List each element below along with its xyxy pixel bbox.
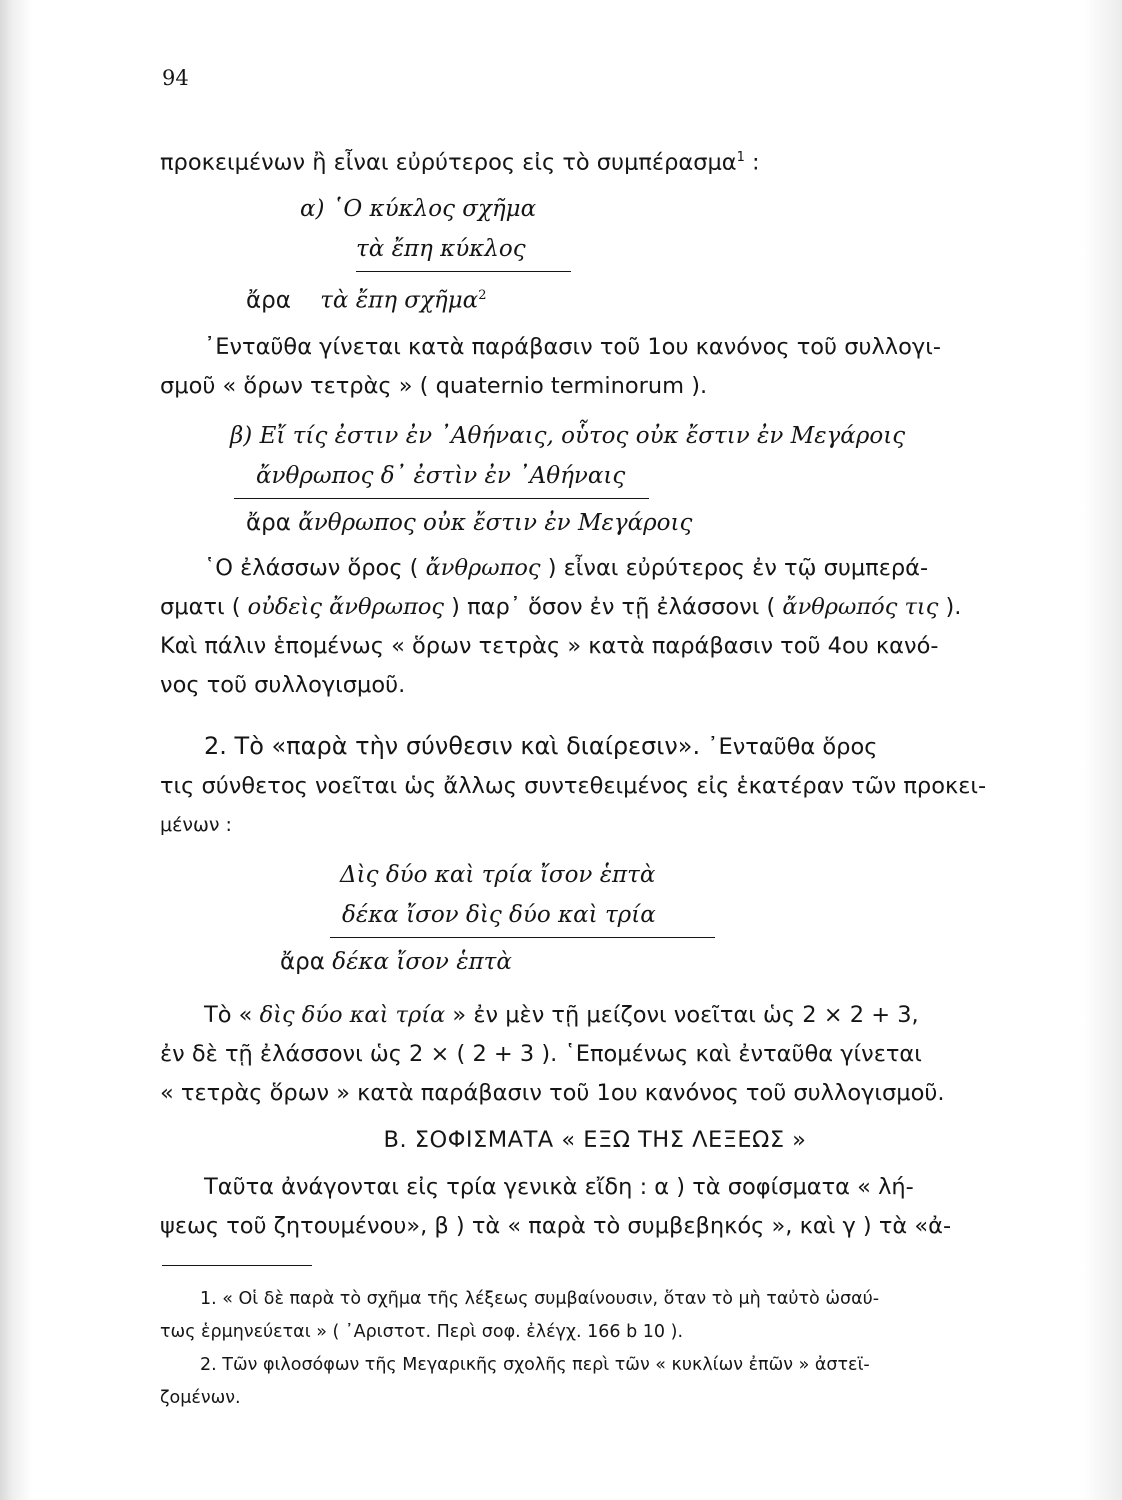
paragraph-6-line-1: Ταῦτα ἀνάγονται εἰς τρία γενικὰ εἴδη : α ) τὰ σοφίσματα « λή-	[204, 1174, 914, 1201]
text-run: » ἐν μὲν τῇ μείζονι νοεῖται ὡς 2 × 2 + 3,	[452, 1002, 919, 1029]
text-run: ᾿Ενταῦθα ὅρος	[707, 734, 878, 761]
syllogism-a-premise-2: τὰ ἔπη κύκλος	[356, 235, 526, 262]
syllogism-c-premise-1: Δὶς δύο καὶ τρία ἴσον ἑπτὰ	[340, 862, 656, 889]
paragraph-3-line-3: Καὶ πάλιν ἑπομένως « ὅρων τετρὰς » κατὰ παράβασιν τοῦ 4ου κανό-	[160, 633, 939, 660]
syllogism-a-rule	[356, 271, 571, 272]
syllogism-b-premise-1	[160, 416, 1030, 456]
paragraph-4-line-3: μένων :	[160, 814, 232, 837]
text-run: ).	[945, 594, 962, 621]
conclusion-marker: ἄρα	[246, 510, 291, 537]
paragraph-3-line-2	[160, 588, 1030, 627]
footnote-ref-2: 2	[478, 287, 487, 303]
syllogism-a-premise-1	[160, 189, 1030, 229]
text-run-italic: ἄνθρωπος	[425, 555, 541, 582]
paragraph-3-line-1	[160, 549, 1030, 588]
paragraph-5-line-2: ἐν δὲ τῇ ἐλάσσονι ὡς 2 × ( 2 + 3 ). ῾Επομένως καὶ ἐνταῦθα γίνεται	[160, 1041, 922, 1068]
conclusion-marker: ἄρα	[280, 949, 325, 976]
paragraph-2-line-1: ᾿Ενταῦθα γίνεται κατὰ παράβασιν τοῦ 1ου κανόνος τοῦ συλλογι-	[204, 334, 941, 361]
paragraph-3-line-4: νος τοῦ συλλογισμοῦ.	[160, 672, 406, 699]
footnote-1-line-2: τως ἑρμηνεύεται » ( ᾿Αριστοτ. Περὶ σοφ. ἐλέγχ. 166 b 10 ).	[160, 1322, 684, 1342]
page-edge-shadow	[1082, 0, 1122, 1500]
paragraph-5	[160, 996, 1030, 1113]
footnote-2-line-1: 2. Τῶν φιλοσόφων τῆς Μεγαρικῆς σχολῆς περὶ τῶν « κυκλίων ἐπῶν » ἀστεϊ-	[200, 1355, 870, 1375]
conclusion-marker: ἄρα	[246, 287, 291, 314]
syllogism-c-rule	[330, 937, 715, 938]
footnote-1	[160, 1283, 1030, 1349]
syllogism-label: α)	[300, 195, 325, 222]
text-run: σματι (	[160, 594, 241, 621]
paragraph-4	[160, 727, 1030, 845]
text-run: ) εἶναι εὐρύτερος ἐν τῷ συμπερά-	[547, 555, 929, 582]
footnote-separator	[162, 1265, 312, 1266]
paragraph-4-line-2: τις σύνθετος νοεῖται ὡς ἄλλως συντεθειμένος εἰς ἑκατέραν τῶν προκει-	[160, 773, 987, 800]
footnote-2-line-2: ζομένων.	[160, 1388, 241, 1408]
footnotes	[160, 1283, 1030, 1415]
body-text	[160, 138, 1030, 1246]
paragraph-5-line-1	[160, 996, 1030, 1035]
conclusion-text: τὰ ἔπη σχῆμα	[320, 287, 479, 314]
text-run: προκειμένων ἢ εἶναι εὐρύτερος εἰς τὸ συμπέρασμα	[160, 149, 737, 176]
paragraph-5-line-3: « τετρὰς ὅρων » κατὰ παράβασιν τοῦ 1ου κανόνος τοῦ συλλογισμοῦ.	[160, 1080, 945, 1107]
premise-text: ῾Ο κύκλος σχῆμα	[331, 195, 537, 222]
syllogism-b	[160, 416, 1030, 543]
text-run: ) παρ᾿ ὅσον ἐν τῇ ἐλάσσονι (	[451, 594, 776, 621]
text-run: :	[744, 149, 760, 176]
syllogism-c-premise-2: δέκα ἴσον δὶς δύο καὶ τρία	[342, 902, 656, 929]
text-run: ῾Ο ἐλάσσων ὅρος (	[204, 555, 419, 582]
subheading-text: 2. Τὸ «παρὰ τὴν σύνθεσιν καὶ διαίρεσιν».	[204, 732, 701, 761]
footnote-1-line-1: 1. « Οἱ δὲ παρὰ τὸ σχῆμα τῆς λέξεως συμβαίνουσιν, ὅταν τὸ μὴ ταὐτὸ ὡσαύ-	[200, 1289, 880, 1309]
syllogism-c	[160, 855, 1030, 982]
syllogism-a	[160, 189, 1030, 321]
page-number: 94	[162, 66, 189, 90]
text-run-italic: ἄνθρωπός τις	[782, 594, 939, 621]
text-run-italic: οὐδεὶς ἄνθρωπος	[247, 594, 445, 621]
conclusion-text: ἄνθρωπος οὐκ ἔστιν ἐν Μεγάροις	[298, 510, 693, 537]
syllogism-b-premise-2: ἄνθρωπος δ᾿ ἐστὶν ἐν ᾿Αθήναις	[256, 463, 626, 490]
footnote-ref-1: 1	[736, 150, 745, 165]
paragraph-3	[160, 549, 1030, 705]
paragraph-6	[160, 1168, 1030, 1246]
conclusion-text: δέκα ἴσον ἑπτὰ	[332, 949, 512, 976]
section-b-title: Β. ΣΟΦΙΣΜΑΤΑ « ΕΞΩ ΤΗΣ ΛΕΞΕΩΣ »	[383, 1127, 807, 1154]
text-run-italic: δὶς δύο καὶ τρία	[259, 1002, 446, 1029]
syllogism-b-rule	[234, 498, 649, 499]
paragraph-2-line-2: σμοῦ « ὅρων τετρὰς » ( quaternio terminorum ).	[160, 373, 708, 400]
syllogism-label: β)	[230, 423, 253, 450]
paragraph-6-line-2: ψεως τοῦ ζητουμένου», β ) τὰ « παρὰ τὸ συμβεβηκός », καὶ γ ) τὰ «ἀ-	[160, 1213, 952, 1240]
syllogism-a-conclusion	[160, 276, 1030, 321]
premise-text: Εἴ τίς ἐστιν ἐν ᾿Αθήναις, οὗτος οὐκ ἔστιν ἐν Μεγάροις	[259, 423, 906, 450]
text-run: Τὸ «	[204, 1002, 253, 1029]
footnote-2	[160, 1349, 1030, 1415]
paragraph-4-line-1	[160, 727, 1030, 767]
syllogism-c-conclusion	[160, 942, 1030, 982]
page-gutter-shadow	[0, 0, 32, 1500]
paragraph-1-line	[160, 138, 1030, 183]
syllogism-b-conclusion	[160, 503, 1030, 543]
